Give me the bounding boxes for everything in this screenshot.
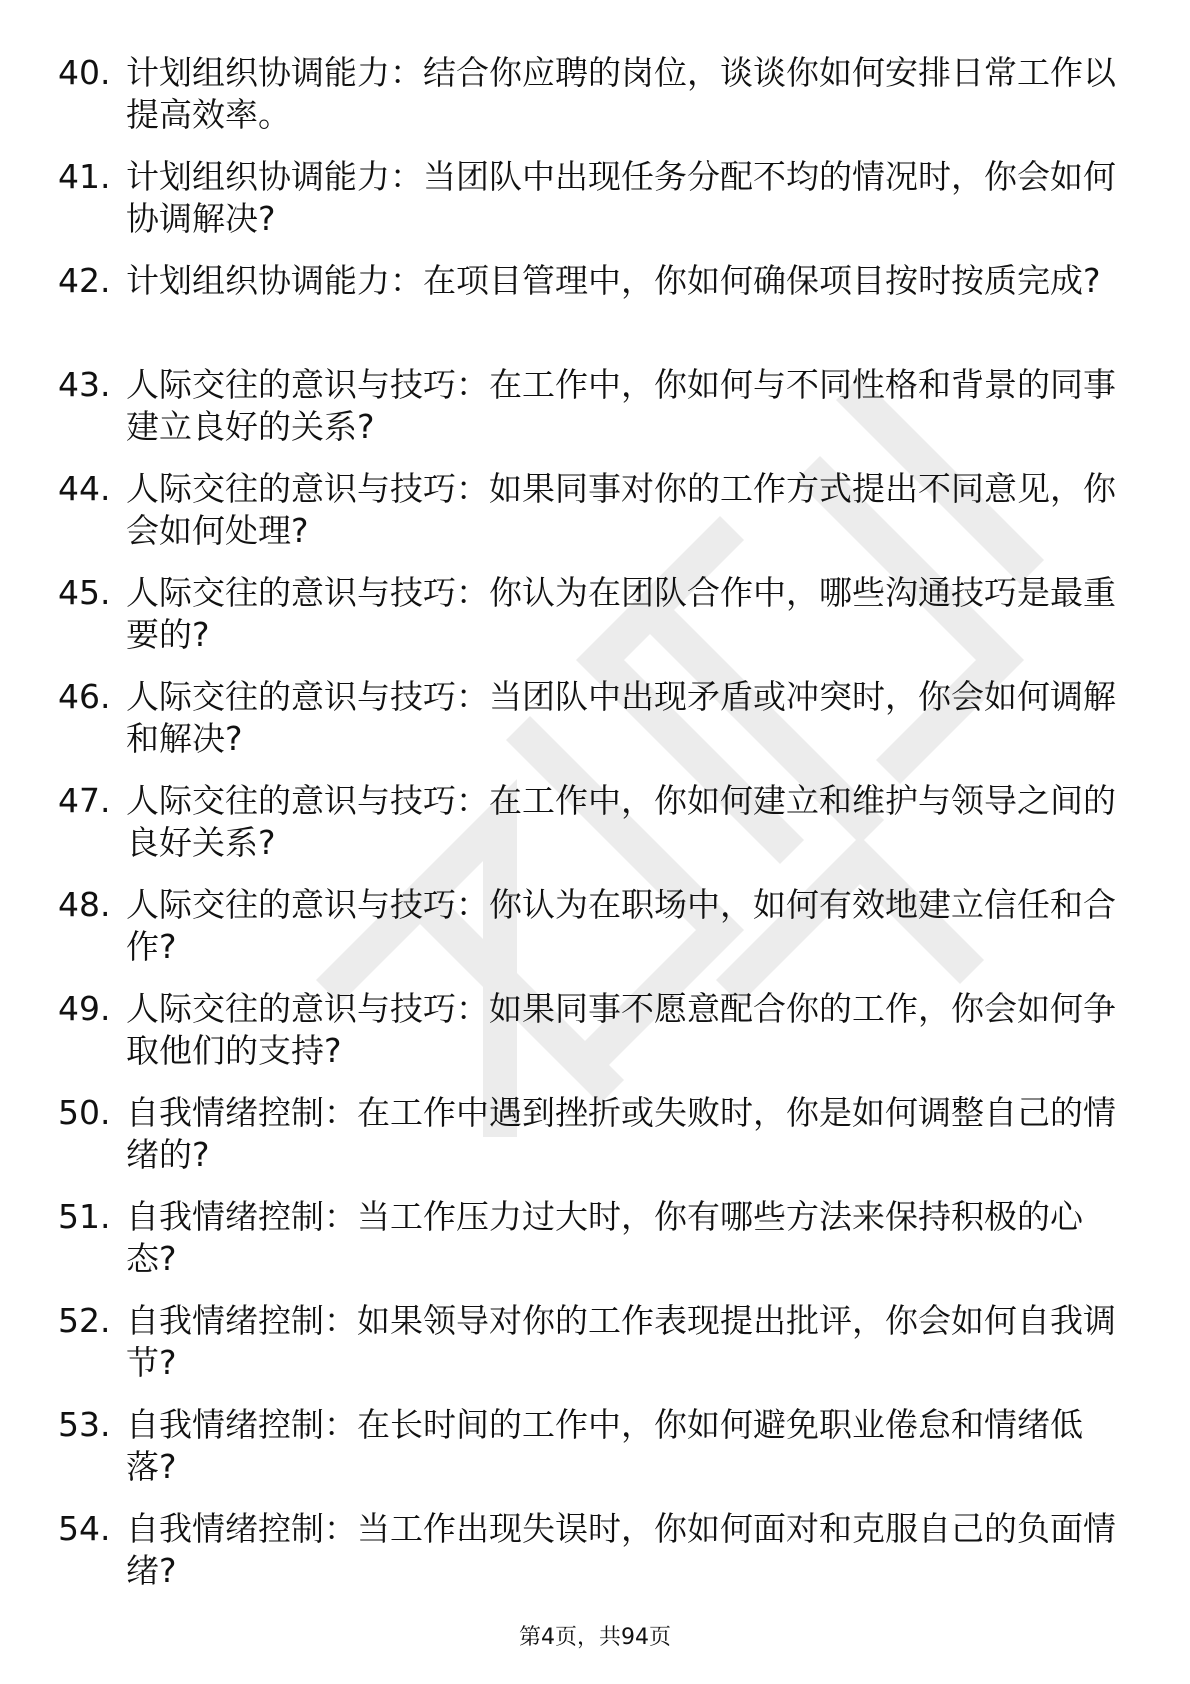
question-text: 人际交往的意识与技巧：如果同事不愿意配合你的工作，你会如何争取他们的支持? <box>126 989 1116 1070</box>
question-number: 53. <box>58 1405 111 1444</box>
list-item <box>58 156 1118 260</box>
question-text: 人际交往的意识与技巧：在工作中，你如何与不同性格和背景的同事建立良好的关系? <box>126 365 1116 446</box>
question-number: 41. <box>58 157 111 196</box>
question-text: 自我情绪控制：在长时间的工作中，你如何避免职业倦怠和情绪低落? <box>126 1405 1083 1486</box>
list-item <box>58 468 1118 572</box>
question-number: 51. <box>58 1197 111 1236</box>
question-number: 44. <box>58 469 111 508</box>
list-item <box>58 52 1118 156</box>
question-number: 47. <box>58 781 111 820</box>
question-number: 40. <box>58 53 111 92</box>
question-number: 49. <box>58 989 111 1028</box>
question-number: 43. <box>58 365 111 404</box>
list-item <box>58 780 1118 884</box>
list-item <box>58 1196 1118 1300</box>
question-text: 人际交往的意识与技巧：你认为在团队合作中，哪些沟通技巧是最重要的? <box>126 573 1116 654</box>
list-item <box>58 1300 1118 1404</box>
question-number: 52. <box>58 1301 111 1340</box>
question-text: 人际交往的意识与技巧：当团队中出现矛盾或冲突时，你会如何调解和解决? <box>126 677 1116 758</box>
question-text: 人际交往的意识与技巧：你认为在职场中，如何有效地建立信任和合作? <box>126 885 1116 966</box>
question-number: 54. <box>58 1509 111 1548</box>
list-item <box>58 884 1118 988</box>
question-text: 人际交往的意识与技巧：如果同事对你的工作方式提出不同意见，你会如何处理? <box>126 469 1116 550</box>
question-text: 人际交往的意识与技巧：在工作中，你如何建立和维护与领导之间的良好关系? <box>126 781 1116 862</box>
question-number: 46. <box>58 677 111 716</box>
page-footer <box>0 1624 1190 1652</box>
question-number: 42. <box>58 261 111 300</box>
list-item <box>58 1508 1118 1612</box>
list-item <box>58 260 1118 364</box>
question-list <box>58 52 1118 1612</box>
list-item <box>58 572 1118 676</box>
list-item <box>58 364 1118 468</box>
question-text: 自我情绪控制：如果领导对你的工作表现提出批评，你会如何自我调节? <box>126 1301 1116 1382</box>
question-number: 45. <box>58 573 111 612</box>
list-item <box>58 1404 1118 1508</box>
page-number-label: 第4页，共94页 <box>519 1625 671 1650</box>
question-number: 50. <box>58 1093 111 1132</box>
list-item <box>58 1092 1118 1196</box>
list-item <box>58 988 1118 1092</box>
question-text: 计划组织协调能力：结合你应聘的岗位，谈谈你如何安排日常工作以提高效率。 <box>126 53 1116 134</box>
question-text: 计划组织协调能力：在项目管理中，你如何确保项目按时按质完成? <box>126 261 1101 300</box>
list-item <box>58 676 1118 780</box>
question-text: 自我情绪控制：在工作中遇到挫折或失败时，你是如何调整自己的情绪的? <box>126 1093 1116 1174</box>
question-text: 自我情绪控制：当工作压力过大时，你有哪些方法来保持积极的心态? <box>126 1197 1083 1278</box>
question-text: 自我情绪控制：当工作出现失误时，你如何面对和克服自己的负面情绪? <box>126 1509 1116 1590</box>
question-number: 48. <box>58 885 111 924</box>
question-text: 计划组织协调能力：当团队中出现任务分配不均的情况时，你会如何协调解决? <box>126 157 1116 238</box>
